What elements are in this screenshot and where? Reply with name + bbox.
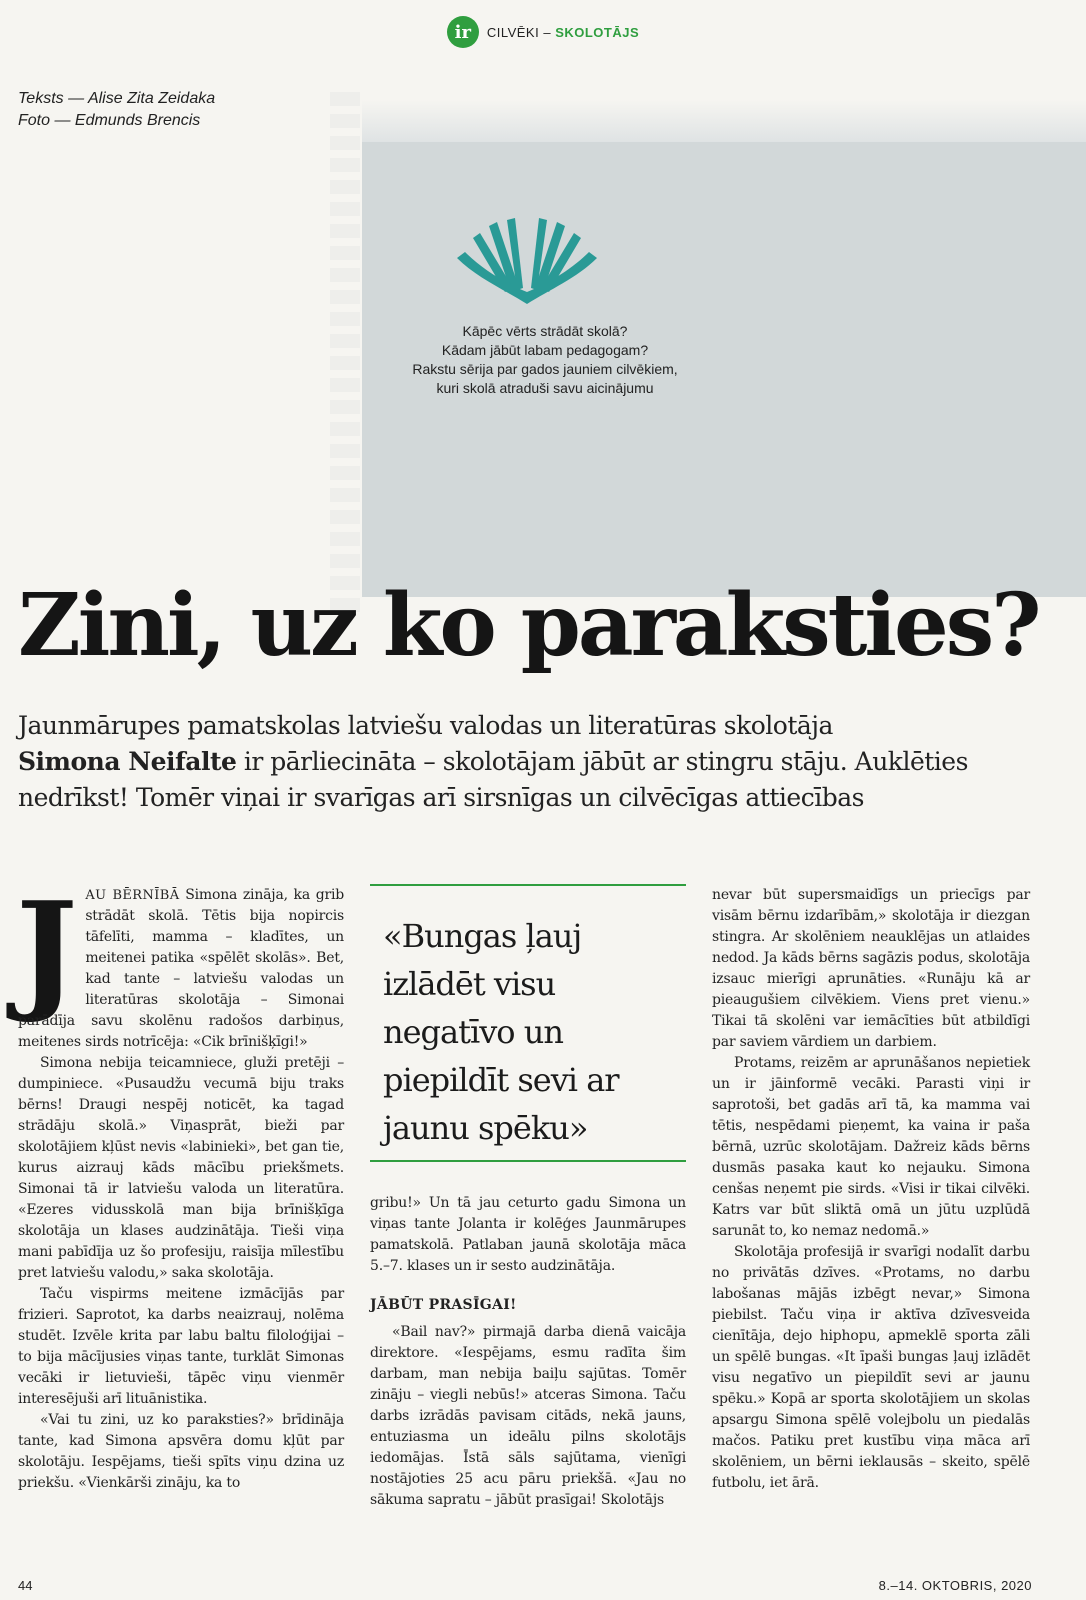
paragraph <box>16 873 344 1053</box>
small-caps-opening: AU BĒRNĪBĀ <box>85 888 180 903</box>
article-credits <box>18 88 215 132</box>
bleed-through-text <box>330 92 360 612</box>
subsection-name: SKOLOTĀJS <box>555 24 640 40</box>
paragraph: gribu!» Un tā jau ceturto gadu Simona un viņas tante Jolanta ir kolēģes Jaunmārupes pamatskolā. Patlaban jaunā skolotāja māca 5.–7. klases un ir sesto audzinātāja. <box>370 1195 686 1274</box>
open-book-icon <box>455 212 599 306</box>
column-3 <box>712 885 1030 1494</box>
page-header <box>0 14 1086 50</box>
paragraph: «Bail nav?» pirmajā darba dienā vaicāja direktore. «Iespējams, esmu radīta šim darbam, man nebija baiļu sajūtas. Tomēr zināju – viegli nebūs!» atceras Simona. Taču darbs izrādās pavisam citāds, nekā jauns, entuziasma un ideālu pilns skolotājs iedomājas. Īstā sāls sajūtama, vienīgi nostājoties 25 acu pāru priekšā. «Jau no sākuma sapratu – jābūt prasīgai! Skolotājs <box>370 1324 686 1508</box>
series-intro <box>380 322 710 398</box>
section-separator: – <box>539 24 556 40</box>
pullquote-top-rule <box>370 884 686 886</box>
paragraph: Taču vispirms meitene izmācījās par frizieri. Saprotot, ka darbs neaizrauj, nolēma studēt. Izvēle krita par labu baltu filoloģijai – to bija mācījusies viņas tante, turklāt Simonas vecāki ir lietuvieši, tāpēc viņu vienmēr interesējuši arī lituānistika. <box>18 1286 344 1407</box>
paragraph: Skolotāja profesijā ir svarīgi nodalīt darbu no privātās dzīves. «Protams, no darbu labošanas mājās izbēgt nevar,» Simona piebilst. Taču viņa ir aktīva dzīvesveida cienītāja, dejo hiphopu, apmeklē sporta zāli un spēlē bungas. «It īpaši bungas ļauj izlādēt visu negatīvo un piepildīt sevi ar jaunu spēku.» Kopā ar sporta skolotājiem un skolas apsargu Simona spēlē volejbolu un piedalās mačos. Patiku pret kustību viņa māca arī skolēniem, un bērni ieklausās – skeito, spēlē futbolu, iet ārā. <box>712 1244 1030 1491</box>
paragraph-text: Simona zināja, ka grib strādāt skolā. Tētis bija nopircis tāfelīti, mamma – kladītes, un meitenei patika «spēlēt skolās». Bet, kad tante – latviešu valodas un literatūras skolotāja – Simonai parādīja savu skolēnu radošos darbiņus, meitenes sirds notrīcēja: «Cik brīnišķīgi!» <box>18 887 344 1050</box>
pullquote: «Bungas ļauj izlādēt visu negatīvo un piepildīt sevi ar jaunu spēku» <box>383 917 619 1147</box>
page-number: 44 <box>18 1578 33 1593</box>
column-1 <box>16 873 344 1494</box>
article-title: Zini, uz ko paraksties? <box>18 575 1039 676</box>
article-lead <box>18 708 1068 816</box>
paragraph: nevar būt supersmaidīgs un priecīgs par visām bērnu izdarībām,» skolotāja ir diezgan stingra. Ar skolēniem neauklējas un atlaides nedod. Ja kāds bērns sagāzis podus, skolotāja izsauc mierīgi aprunāties. «Runāju kā ar pieaugušiem cilvēkiem. Viens pret vienu.» Tikai tā skolēni var iemācīties būt atbildīgi par saviem vārdiem un darbiem. <box>712 887 1030 1050</box>
intro-line: Kādam jābūt labam pedagogam? <box>441 342 649 358</box>
paragraph: Protams, reizēm ar aprunāšanos nepietiek un ir jāinformē vecāki. Parasti viņi ir saprotoši, bet gadās arī tā, ka mamma vai tētis, nespēdami pieņemt, ka vaina ir paša bērnā, uzrūc skolotājam. Dažreiz kāds bērns dusmās pasaka kaut ko nejauku. Simona cenšas neņemt pie sirds. «Visi ir tikai cilvēki. Katrs var būt sliktā omā un jūtu uzplūdā sarunāt to, ko nemaz nedomā.» <box>712 1055 1030 1239</box>
intro-line: Kāpēc vērts strādāt skolā? <box>462 323 628 339</box>
lead-text: Jaunmārupes pamatskolas latviešu valodas un literatūras skolotāja <box>18 711 833 740</box>
photo-area-shade <box>362 100 1086 142</box>
intro-line: kuri skolā atraduši savu aicinājumu <box>436 380 654 396</box>
text-credit: Teksts — Alise Zita Zeidaka <box>18 90 216 107</box>
paragraph: «Vai tu zini, uz ko paraksties?» brīdināja tante, kad Simona apsvēra domu kļūt par skolotāju. Iespējams, tieši spīts viņu dzina uz priekšu. «Vienkārši zināju, ka to <box>18 1412 344 1491</box>
intro-line: Rakstu sērija par gados jauniem cilvēkiem, <box>412 361 678 377</box>
section-name: CILVĒKI <box>486 24 540 40</box>
issue-date: 8.–14. OKTOBRIS, 2020 <box>878 1578 1032 1593</box>
ir-logo: ir <box>447 16 479 48</box>
drop-cap: J <box>16 873 78 1026</box>
subheading: JĀBŪT PRASĪGAI! <box>370 1297 517 1313</box>
lead-name: Simona Neifalte <box>18 747 237 776</box>
pullquote-bottom-rule <box>370 1160 686 1162</box>
lead-text: ir pārliecināta – skolotājam jābūt ar stingru stāju. Auklēties nedrīkst! Tomēr viņai ir svarīgas arī sirsnīgas un cilvēcīgas attiecības <box>18 747 968 812</box>
photo-credit: Foto — Edmunds Brencis <box>18 112 201 129</box>
paragraph: Simona nebija teicamniece, gluži pretēji – dumpiniece. «Pusaudžu vecumā biju traks bērns! Draugi nespēj noticēt, ka tagad strādāju skolā.» Viņasprāt, bieži par skolotājiem kļūst nevis «labinieki», bet gan tie, kurus aizrauj kāds mācību priekšmets. Simonai tā ir latviešu valoda un literatūra. «Ezeres vidusskolā man bija brīnišķīga skolotāja un klases audzinātāja. Tieši viņa mani pabīdīja uz šo profesiju, raisīja mīlestību pret latviešu valodu,» saka skolotāja. <box>18 1055 344 1281</box>
column-2 <box>370 1193 686 1511</box>
section-label <box>487 25 639 40</box>
